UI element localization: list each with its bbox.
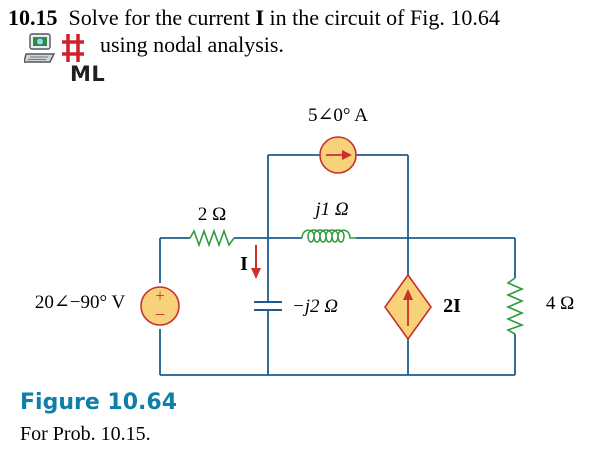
resistor-4-label: 4 Ω <box>545 293 575 314</box>
current-symbol: I <box>255 5 264 30</box>
inductor <box>302 230 356 242</box>
figure-caption: Figure 10.64 <box>20 390 177 415</box>
resistor-2-label: 2 Ω <box>197 204 227 225</box>
capacitor <box>254 302 282 310</box>
figure-subcaption: For Prob. 10.15. <box>20 423 151 445</box>
voltage-source <box>141 286 179 326</box>
voltage-source-label: 20∠−90° V <box>34 292 126 313</box>
dependent-current-source <box>385 275 431 339</box>
current-label: I <box>240 253 248 275</box>
resistor-2-ohm <box>190 231 234 245</box>
dependent-source-label: 2I <box>443 295 461 317</box>
current-source-label: 5∠0° A <box>308 105 368 126</box>
problem-text-line1: Solve for the current <box>68 5 256 30</box>
problem-text-line1-end: in the circuit of Fig. 10.64 <box>264 5 500 30</box>
inductor-label: j1 Ω <box>315 199 349 220</box>
current-source <box>320 137 356 173</box>
resistor-4-ohm <box>508 278 522 334</box>
problem-text-line2: using nodal analysis. <box>100 32 284 57</box>
current-arrow <box>251 245 261 279</box>
voltage-minus: − <box>154 305 166 326</box>
circuit-wires <box>160 155 515 375</box>
voltage-plus: + <box>155 286 165 305</box>
capacitor-label: −j2 Ω <box>291 296 339 317</box>
problem-number: 10.15 <box>8 5 58 30</box>
ml-label: ML <box>70 62 106 86</box>
